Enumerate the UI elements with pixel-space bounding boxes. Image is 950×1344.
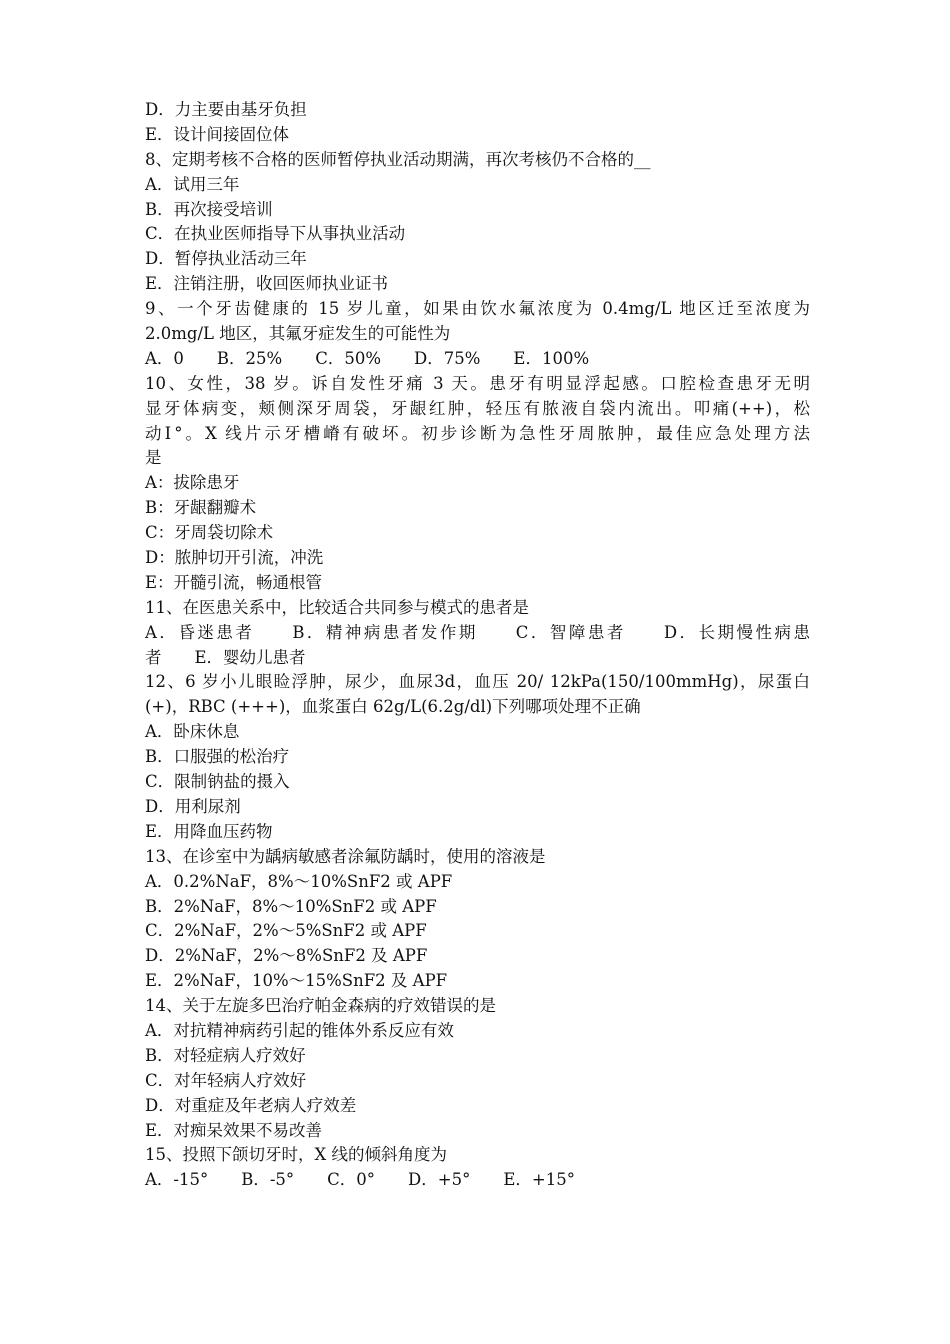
text-line: C．限制钠盐的摄入 — [145, 772, 290, 792]
text-line: A．对抗精神病药引起的锥体外系反应有效 — [145, 1020, 454, 1040]
text-line: D．2%NaF，2%～8%SnF2 及 APF — [145, 946, 428, 966]
text-line: 2.0mg/L 地区，其氟牙症发生的可能性为 — [145, 324, 451, 344]
text-line: D．对重症及年老病人疗效差 — [145, 1095, 357, 1115]
text-line: C．对年轻病人疗效好 — [145, 1070, 307, 1090]
text-line: B：牙龈翻瓣术 — [145, 498, 257, 518]
document-body — [145, 98, 810, 1193]
text-line: B．再次接受培训 — [145, 199, 273, 219]
text-line: E．注销注册，收回医师执业证书 — [145, 274, 389, 294]
text-line: C．在执业医师指导下从事执业活动 — [145, 224, 406, 244]
text-line: A：拔除患牙 — [145, 473, 240, 493]
text-line: A．试用三年 — [145, 174, 240, 194]
text-line: D．力主要由基牙负担 — [145, 100, 307, 119]
text-line: A．昏迷患者 B．精神病患者发作期 C．智障患者 D．长期慢性病患 — [145, 622, 810, 642]
text-line: D．用利尿剂 — [145, 796, 241, 816]
text-line: 15、投照下颌切牙时，X 线的倾斜角度为 — [145, 1145, 447, 1165]
text-line: E．2%NaF，10%～15%SnF2 及 APF — [145, 971, 448, 991]
text-line: 10、女性，38 岁。诉自发性牙痛 3 天。患牙有明显浮起感。口腔检查患牙无明 — [145, 373, 810, 393]
text-line: D：脓肿切开引流，冲洗 — [145, 548, 324, 568]
text-line: E．对痴呆效果不易改善 — [145, 1120, 323, 1140]
text-line: E：开髓引流，畅通根管 — [145, 572, 323, 592]
text-line: 是 — [145, 448, 162, 468]
text-line: D．暂停执业活动三年 — [145, 249, 307, 269]
text-line: A．0 B．25% C．50% D．75% E．100% — [145, 348, 590, 368]
text-line: E．用降血压药物 — [145, 821, 273, 841]
text-line: B．2%NaF，8%～10%SnF2 或 APF — [145, 896, 437, 916]
text-line: 动Ⅰ°。X 线片示牙槽嵴有破坏。初步诊断为急性牙周脓肿，最佳应急处理方法 — [145, 423, 810, 443]
text-line: (+)，RBC (+++)，血浆蛋白 62g/L(6.2g/dl)下列哪项处理不正确 — [145, 697, 641, 717]
text-line: 13、在诊室中为龋病敏感者涂氟防龋时，使用的溶液是 — [145, 846, 546, 866]
text-line: A．0.2%NaF，8%～10%SnF2 或 APF — [145, 871, 453, 891]
text-line: C：牙周袋切除术 — [145, 523, 274, 543]
text-line: 11、在医患关系中，比较适合共同参与模式的患者是 — [145, 597, 529, 617]
text-line: 12、6 岁小儿眼睑浮肿，尿少，血尿3d，血压 20/ 12kPa(150/100mmHg)，尿蛋白 — [145, 672, 810, 692]
text-line: 14、关于左旋多巴治疗帕金森病的疗效错误的是 — [145, 996, 496, 1016]
text-line: C．2%NaF，2%～5%SnF2 或 APF — [145, 921, 427, 941]
text-line: E．设计间接固位体 — [145, 124, 290, 144]
text-line: 9、一个牙齿健康的 15 岁儿童，如果由饮水氟浓度为 0.4mg/L 地区迁至浓度为 — [145, 299, 810, 319]
text-line: B．对轻症病人疗效好 — [145, 1045, 306, 1065]
text-line: B．口服强的松治疗 — [145, 747, 290, 767]
text-line: 者 E．婴幼儿患者 — [145, 647, 306, 667]
text-line: A．卧床休息 — [145, 722, 240, 742]
text-line: 显牙体病变，颊侧深牙周袋，牙龈红肿，轻压有脓液自袋内流出。叩痛(++)，松 — [145, 398, 810, 418]
text-line: A．-15° B．-5° C．0° D．+5° E．+15° — [145, 1170, 575, 1190]
text-line: 8、定期考核不合格的医师暂停执业活动期满，再次考核仍不合格的__ — [145, 149, 651, 169]
